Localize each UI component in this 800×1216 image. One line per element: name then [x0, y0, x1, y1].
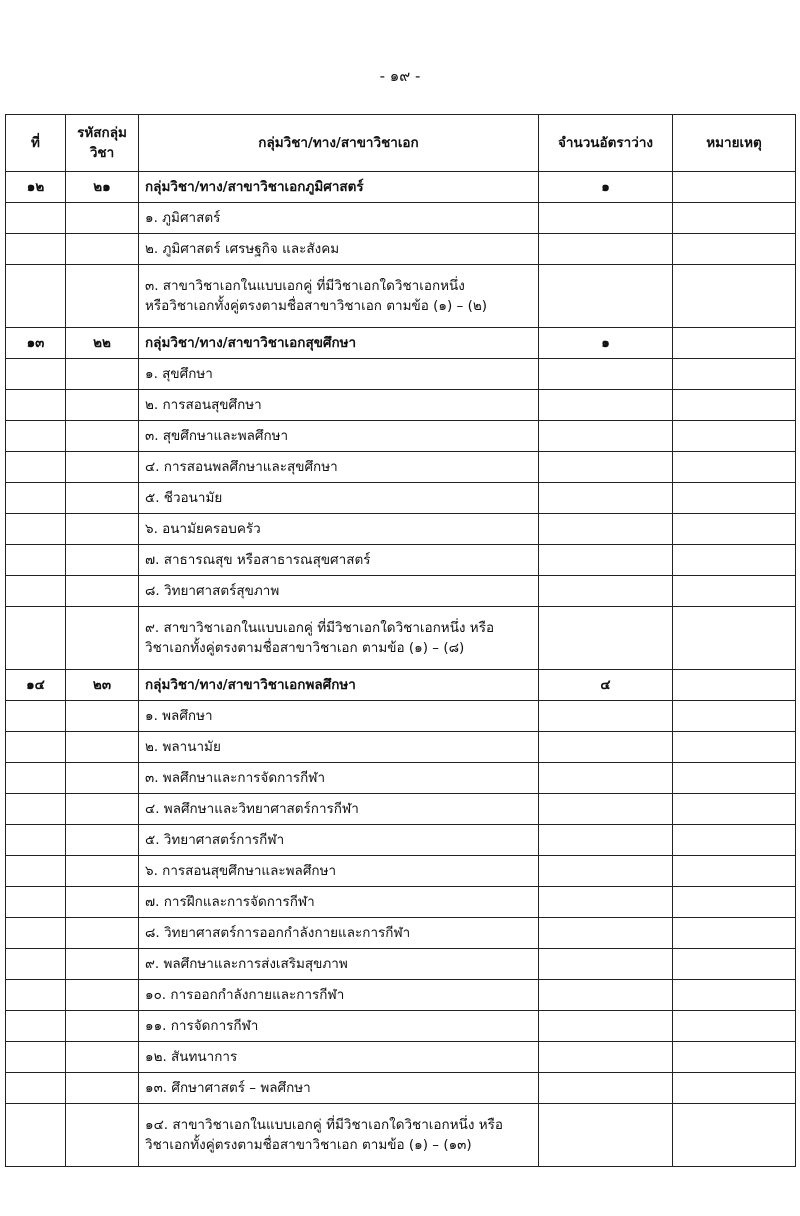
cell-note — [673, 607, 796, 670]
table-row — [6, 825, 796, 856]
cell-count — [539, 390, 673, 421]
cell-note — [673, 203, 796, 234]
cell-name — [139, 265, 539, 328]
table-row — [6, 265, 796, 328]
table-row — [6, 203, 796, 234]
cell-name-line: ๖. การสอนสุขศึกษาและพลศึกษา — [145, 863, 337, 879]
cell-no — [6, 887, 66, 918]
cell-count — [539, 856, 673, 887]
cell-count — [539, 514, 673, 545]
cell-note — [673, 1104, 796, 1167]
table-row — [6, 701, 796, 732]
cell-note — [673, 1073, 796, 1104]
cell-no — [6, 763, 66, 794]
cell-no — [6, 607, 66, 670]
cell-name — [139, 1073, 539, 1104]
cell-count — [539, 203, 673, 234]
cell-no — [6, 234, 66, 265]
table-row — [6, 1042, 796, 1073]
table-row — [6, 1011, 796, 1042]
cell-name — [139, 825, 539, 856]
cell-name-line: วิชาเอกทั้งคู่ตรงตามชื่อสาขาวิชาเอก ตามข้อ (๑) – (๑๓) — [145, 1137, 472, 1153]
table-row — [6, 234, 796, 265]
table-header-row — [6, 115, 796, 172]
cell-name-line: ๒. พลานามัย — [145, 739, 221, 755]
cell-code — [66, 359, 139, 390]
cell-count — [539, 452, 673, 483]
cell-code — [66, 1042, 139, 1073]
cell-no — [6, 452, 66, 483]
cell-name-line: ๑. พลศึกษา — [145, 708, 213, 724]
cell-name-line: กลุ่มวิชา/ทาง/สาขาวิชาเอกสุขศึกษา — [145, 335, 357, 351]
cell-note — [673, 670, 796, 701]
cell-no — [6, 949, 66, 980]
cell-name — [139, 887, 539, 918]
cell-code — [66, 514, 139, 545]
cell-note — [673, 1011, 796, 1042]
cell-name — [139, 483, 539, 514]
cell-count — [539, 1104, 673, 1167]
cell-note — [673, 452, 796, 483]
cell-code — [66, 545, 139, 576]
cell-no — [6, 1042, 66, 1073]
cell-name-line: ๗. สาธารณสุข หรือสาธารณสุขศาสตร์ — [145, 552, 371, 568]
cell-name-line: ๓. พลศึกษาและการจัดการกีฬา — [145, 770, 326, 786]
header-count: จำนวนอัตราว่าง — [539, 115, 673, 172]
cell-note — [673, 825, 796, 856]
cell-code: ๒๒ — [66, 328, 139, 359]
cell-count — [539, 949, 673, 980]
cell-count — [539, 980, 673, 1011]
cell-code — [66, 483, 139, 514]
cell-name — [139, 545, 539, 576]
cell-name-line: ๔. พลศึกษาและวิทยาศาสตร์การกีฬา — [145, 801, 359, 817]
cell-name-line: ๓. สุขศึกษาและพลศึกษา — [145, 428, 289, 444]
table-row — [6, 545, 796, 576]
cell-no: ๑๒ — [6, 172, 66, 203]
cell-no — [6, 576, 66, 607]
cell-no — [6, 856, 66, 887]
cell-name — [139, 918, 539, 949]
cell-no — [6, 514, 66, 545]
table-row — [6, 607, 796, 670]
cell-name — [139, 949, 539, 980]
cell-count: ๑ — [539, 328, 673, 359]
cell-code — [66, 1073, 139, 1104]
cell-code — [66, 701, 139, 732]
cell-name-line: วิชาเอกทั้งคู่ตรงตามชื่อสาขาวิชาเอก ตามข้อ (๑) – (๘) — [145, 640, 465, 656]
cell-count — [539, 763, 673, 794]
cell-no — [6, 794, 66, 825]
cell-count — [539, 359, 673, 390]
table-body — [6, 172, 796, 1167]
table-row — [6, 732, 796, 763]
cell-name-line: ๙. พลศึกษาและการส่งเสริมสุขภาพ — [145, 956, 348, 972]
cell-note — [673, 234, 796, 265]
cell-code — [66, 1104, 139, 1167]
table-row — [6, 856, 796, 887]
cell-name-line: ๔. การสอนพลศึกษาและสุขศึกษา — [145, 459, 338, 475]
cell-count — [539, 483, 673, 514]
cell-code — [66, 203, 139, 234]
table-row — [6, 421, 796, 452]
vacancy-table — [5, 114, 796, 1167]
cell-note — [673, 576, 796, 607]
cell-no — [6, 1011, 66, 1042]
table-row — [6, 576, 796, 607]
cell-name — [139, 980, 539, 1011]
cell-note — [673, 794, 796, 825]
cell-count — [539, 732, 673, 763]
header-note: หมายเหตุ — [673, 115, 796, 172]
cell-name — [139, 172, 539, 203]
table-row — [6, 390, 796, 421]
cell-name-line: ๘. วิทยาศาสตร์สุขภาพ — [145, 583, 280, 599]
cell-name-line: ๑๐. การออกกำลังกายและการกีฬา — [145, 987, 345, 1003]
cell-no — [6, 483, 66, 514]
cell-note — [673, 980, 796, 1011]
table-row — [6, 1104, 796, 1167]
cell-code — [66, 576, 139, 607]
cell-no — [6, 390, 66, 421]
cell-code — [66, 732, 139, 763]
cell-name — [139, 328, 539, 359]
cell-code — [66, 980, 139, 1011]
cell-code — [66, 825, 139, 856]
cell-code — [66, 763, 139, 794]
cell-count — [539, 918, 673, 949]
cell-name-line: ๖. อนามัยครอบครัว — [145, 521, 261, 537]
cell-code — [66, 794, 139, 825]
cell-name-line: ๕. ชีวอนามัย — [145, 490, 223, 506]
table-group-row — [6, 172, 796, 203]
cell-name — [139, 203, 539, 234]
cell-name — [139, 390, 539, 421]
cell-note — [673, 390, 796, 421]
cell-count — [539, 794, 673, 825]
cell-note — [673, 1042, 796, 1073]
cell-name-line: ๗. การฝึกและการจัดการกีฬา — [145, 894, 315, 910]
table-row — [6, 1073, 796, 1104]
cell-name — [139, 234, 539, 265]
cell-name — [139, 670, 539, 701]
cell-no — [6, 825, 66, 856]
cell-code: ๒๑ — [66, 172, 139, 203]
cell-count — [539, 1073, 673, 1104]
table-group-row — [6, 670, 796, 701]
cell-count — [539, 576, 673, 607]
table-row — [6, 452, 796, 483]
cell-name — [139, 701, 539, 732]
cell-name-line: ๓. สาขาวิชาเอกในแบบเอกคู่ ที่มีวิชาเอกใดวิชาเอกหนึ่ง — [145, 278, 465, 294]
cell-code — [66, 1011, 139, 1042]
cell-count — [539, 1011, 673, 1042]
table-row — [6, 887, 796, 918]
cell-name — [139, 763, 539, 794]
cell-name — [139, 1104, 539, 1167]
cell-note — [673, 359, 796, 390]
cell-count — [539, 1042, 673, 1073]
table-row — [6, 949, 796, 980]
cell-name-line: ๑๔. สาขาวิชาเอกในแบบเอกคู่ ที่มีวิชาเอกใดวิชาเอกหนึ่ง หรือ — [145, 1117, 503, 1133]
cell-no: ๑๓ — [6, 328, 66, 359]
cell-name — [139, 452, 539, 483]
cell-no — [6, 732, 66, 763]
cell-name — [139, 607, 539, 670]
cell-code — [66, 421, 139, 452]
cell-code — [66, 390, 139, 421]
cell-code — [66, 452, 139, 483]
cell-code — [66, 856, 139, 887]
cell-name — [139, 576, 539, 607]
page-number: - ๑๙ - — [379, 67, 421, 85]
cell-no — [6, 421, 66, 452]
cell-count — [539, 825, 673, 856]
cell-no — [6, 701, 66, 732]
cell-name-line: ๑. ภูมิศาสตร์ — [145, 210, 221, 226]
cell-no — [6, 1104, 66, 1167]
cell-no — [6, 203, 66, 234]
cell-name-line: ๑๒. สันทนาการ — [145, 1049, 238, 1065]
cell-note — [673, 949, 796, 980]
cell-count — [539, 545, 673, 576]
cell-note — [673, 545, 796, 576]
table-group-row — [6, 328, 796, 359]
cell-note — [673, 421, 796, 452]
cell-no — [6, 980, 66, 1011]
cell-no: ๑๔ — [6, 670, 66, 701]
cell-note — [673, 701, 796, 732]
cell-name-line: กลุ่มวิชา/ทาง/สาขาวิชาเอกภูมิศาสตร์ — [145, 179, 364, 195]
table-row — [6, 359, 796, 390]
cell-name-line: ๒. การสอนสุขศึกษา — [145, 397, 262, 413]
cell-count — [539, 265, 673, 328]
cell-code: ๒๓ — [66, 670, 139, 701]
table-row — [6, 980, 796, 1011]
cell-name-line: ๒. ภูมิศาสตร์ เศรษฐกิจ และสังคม — [145, 241, 340, 257]
cell-name-line: ๑๓. ศึกษาศาสตร์ – พลศึกษา — [145, 1080, 311, 1096]
table-row — [6, 918, 796, 949]
cell-note — [673, 265, 796, 328]
cell-count — [539, 887, 673, 918]
cell-name-line: หรือวิชาเอกทั้งคู่ตรงตามชื่อสาขาวิชาเอก ตามข้อ (๑) – (๒) — [145, 298, 488, 314]
cell-count — [539, 607, 673, 670]
header-no: ที่ — [6, 115, 66, 172]
cell-no — [6, 918, 66, 949]
cell-no — [6, 545, 66, 576]
cell-name — [139, 421, 539, 452]
cell-name-line: ๑๑. การจัดการกีฬา — [145, 1018, 259, 1034]
cell-name-line: ๑. สุขศึกษา — [145, 366, 213, 382]
cell-code — [66, 949, 139, 980]
cell-note — [673, 514, 796, 545]
cell-code — [66, 607, 139, 670]
cell-note — [673, 483, 796, 514]
cell-code — [66, 234, 139, 265]
table-row — [6, 483, 796, 514]
cell-count — [539, 701, 673, 732]
cell-count: ๔ — [539, 670, 673, 701]
cell-note — [673, 887, 796, 918]
cell-no — [6, 1073, 66, 1104]
cell-note — [673, 918, 796, 949]
cell-note — [673, 172, 796, 203]
cell-no — [6, 265, 66, 328]
cell-note — [673, 763, 796, 794]
table-row — [6, 514, 796, 545]
cell-name — [139, 794, 539, 825]
cell-name-line: ๕. วิทยาศาสตร์การกีฬา — [145, 832, 285, 848]
cell-name — [139, 359, 539, 390]
cell-name — [139, 1042, 539, 1073]
cell-name — [139, 732, 539, 763]
cell-code — [66, 887, 139, 918]
cell-code — [66, 918, 139, 949]
cell-name-line: ๘. วิทยาศาสตร์การออกกำลังกายและการกีฬา — [145, 925, 411, 941]
cell-name-line: ๙. สาขาวิชาเอกในแบบเอกคู่ ที่มีวิชาเอกใดวิชาเอกหนึ่ง หรือ — [145, 620, 495, 636]
cell-no — [6, 359, 66, 390]
cell-count: ๑ — [539, 172, 673, 203]
cell-count — [539, 234, 673, 265]
cell-note — [673, 856, 796, 887]
cell-note — [673, 328, 796, 359]
table-row — [6, 763, 796, 794]
header-code: รหัสกลุ่มวิชา — [66, 115, 139, 172]
cell-name — [139, 514, 539, 545]
header-name: กลุ่มวิชา/ทาง/สาขาวิชาเอก — [139, 115, 539, 172]
cell-code — [66, 265, 139, 328]
cell-count — [539, 421, 673, 452]
cell-note — [673, 732, 796, 763]
cell-name — [139, 856, 539, 887]
cell-name-line: กลุ่มวิชา/ทาง/สาขาวิชาเอกพลศึกษา — [145, 677, 356, 693]
cell-name — [139, 1011, 539, 1042]
table-row — [6, 794, 796, 825]
